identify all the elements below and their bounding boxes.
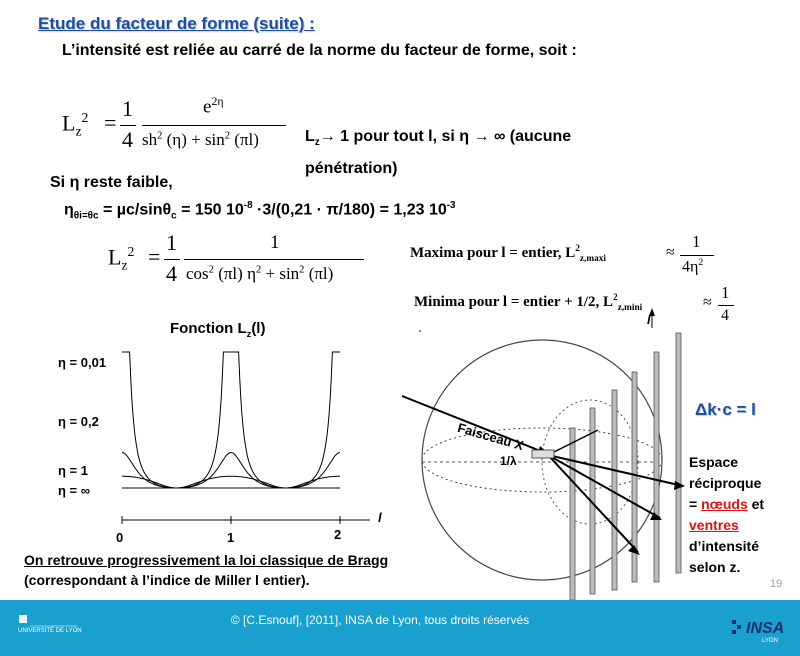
espace-line3b: et <box>747 496 765 512</box>
graph-title-end: (l) <box>251 320 266 337</box>
eq2-den-cos: cos <box>186 264 209 283</box>
logo-square <box>19 615 27 623</box>
insa-logo <box>732 620 788 650</box>
maxima-num: 1 <box>692 232 701 251</box>
eq1-den-sh-sup: 2 <box>157 130 163 142</box>
bragg-note <box>24 550 434 590</box>
label-eta-0-01: η = 0,01 <box>58 355 107 370</box>
eta-formula-eta: η <box>64 201 74 219</box>
eta-formula-sup-m3: -3 <box>446 200 456 211</box>
eq2-den-sin-sup: 2 <box>299 264 305 276</box>
espace-line3a: = <box>689 496 702 512</box>
eta-formula-sub: θi=θc <box>73 210 99 222</box>
eta-formula-sup-m8: -8 <box>243 200 253 211</box>
intro-text: L’intensité est reliée au carré de la norme du facteur de forme, soit : <box>62 42 577 59</box>
espace-ventres: ventres <box>689 517 739 533</box>
eta-formula-part1: = µc/sinθ <box>98 201 172 219</box>
universite-lyon-logo <box>18 614 80 640</box>
rod-4 <box>612 390 617 590</box>
minima-den: 4 <box>721 307 729 324</box>
slide-title-text: Etude du facteur de forme (suite) <box>38 14 305 33</box>
faisceau-label: Faisceau X <box>455 420 526 454</box>
maxima-sup: 2 <box>575 244 580 254</box>
slide-title-colon: : <box>304 14 315 33</box>
universite-logo-text: UNIVERSITÉ DE LYON <box>18 628 82 634</box>
eq2-den-cos-sup: 2 <box>208 264 214 276</box>
lambda-label: 1/λ <box>500 454 517 468</box>
eq2-den-mid: (πl) η <box>213 264 256 283</box>
graph-title-sub: z <box>246 329 252 339</box>
insa-logo-text: INSA <box>746 620 785 637</box>
dk-label: Δk·c = l <box>695 400 756 419</box>
espace-reciproque <box>689 452 764 578</box>
bragg-underlined: On retrouve progressivement la loi classique de Bragg <box>24 552 389 568</box>
espace-line2: réciproque <box>689 475 762 491</box>
eq1-num-e: e <box>203 96 212 118</box>
universite-logo-icon <box>18 614 80 640</box>
rod-l-label: l <box>647 312 651 327</box>
espace-noeuds: nœuds <box>701 496 748 512</box>
maxima-approx: ≈ <box>666 244 675 261</box>
eq1-four: 4 <box>122 127 133 152</box>
espace-line4: d’intensité <box>689 538 760 554</box>
rod-6 <box>570 428 575 600</box>
note1-line1: → 1 pour tout l, si η → ∞ (aucune <box>319 128 572 145</box>
insa-logo-sub: LYON <box>762 638 778 644</box>
page-number: 19 <box>770 578 783 590</box>
minima-sub: z,mini <box>617 303 643 313</box>
eq2-den-end: (πl) <box>304 264 334 283</box>
insa-dot-3 <box>732 630 736 634</box>
eq2-equals: = <box>148 244 161 269</box>
eq2-four: 4 <box>166 261 177 286</box>
label-eta-0-2: η = 0,2 <box>58 414 99 429</box>
minima-approx: ≈ <box>703 294 712 311</box>
eq1-num-sup: 2η <box>211 95 224 108</box>
eq1-den-sin-sup: 2 <box>224 130 231 142</box>
note1-line2: pénétration) <box>305 160 398 178</box>
eq1-l-sub: z <box>75 123 82 139</box>
rod-2 <box>654 352 659 582</box>
maxima-den-text: 4η <box>682 258 699 276</box>
label-eta-inf: η = ∞ <box>58 483 91 498</box>
eq2-den-plus: + sin <box>261 264 300 283</box>
si-eta-faible: Si η reste faible, <box>50 174 173 191</box>
label-eta-1: η = 1 <box>58 463 88 478</box>
maxima-den-sup: 2 <box>698 257 704 268</box>
eq2-l-sup: 2 <box>127 244 135 259</box>
rod-1 <box>676 333 681 573</box>
axis-label-l: l <box>378 510 382 525</box>
eq2-numerator: 1 <box>270 232 280 253</box>
eta-formula-sub-c: c <box>171 210 177 222</box>
eq1-den-pil: (πl) <box>230 130 259 149</box>
eta-formula-part2: = 150 10 <box>176 201 244 219</box>
insa-logo-icon <box>732 620 746 634</box>
eq1-den-eta: (η) + sin <box>162 130 225 149</box>
espace-line1: Espace <box>689 454 739 470</box>
diffracted-beam-2 <box>548 455 660 518</box>
eq2-l-sub: z <box>121 257 128 273</box>
maxima-label: Maxima pour l = entier, L <box>410 245 576 261</box>
insa-dot-1 <box>732 620 736 624</box>
eq1-equals: = <box>104 110 117 135</box>
maxima-sub: z,maxi <box>579 254 606 264</box>
minima-num: 1 <box>721 283 730 302</box>
eq1-l: L <box>62 110 76 136</box>
note1-l: L <box>305 128 315 145</box>
note1-sub: z <box>314 137 320 149</box>
tick-label-1: 1 <box>227 530 235 545</box>
eq1-l-sup: 2 <box>81 110 89 125</box>
sample <box>532 450 554 458</box>
tick-label-0: 0 <box>116 530 124 545</box>
graph-title-text: Fonction L <box>170 320 247 337</box>
footer-copyright: © [C.Esnouf], [2011], INSA de Lyon, tous droits réservés <box>230 613 530 627</box>
eta-formula-part3: ·3/(0,21 · π/180) = 1,23 10 <box>252 201 447 219</box>
eq2-one: 1 <box>166 230 177 255</box>
bragg-rest: (correspondant à l’indice de Miller l entier). <box>24 572 310 588</box>
tick-label-2: 2 <box>334 527 342 542</box>
minima-sup: 2 <box>613 293 618 303</box>
eq1-den-sh: sh <box>142 130 158 149</box>
eq2-den-eta-sup: 2 <box>255 264 262 276</box>
espace-line5: selon z. <box>689 559 741 575</box>
minima-label: Minima pour l = entier + 1/2, L <box>414 294 614 310</box>
eq2-l: L <box>108 244 122 270</box>
insa-dot-2 <box>737 625 741 629</box>
eq1-one: 1 <box>122 96 133 121</box>
